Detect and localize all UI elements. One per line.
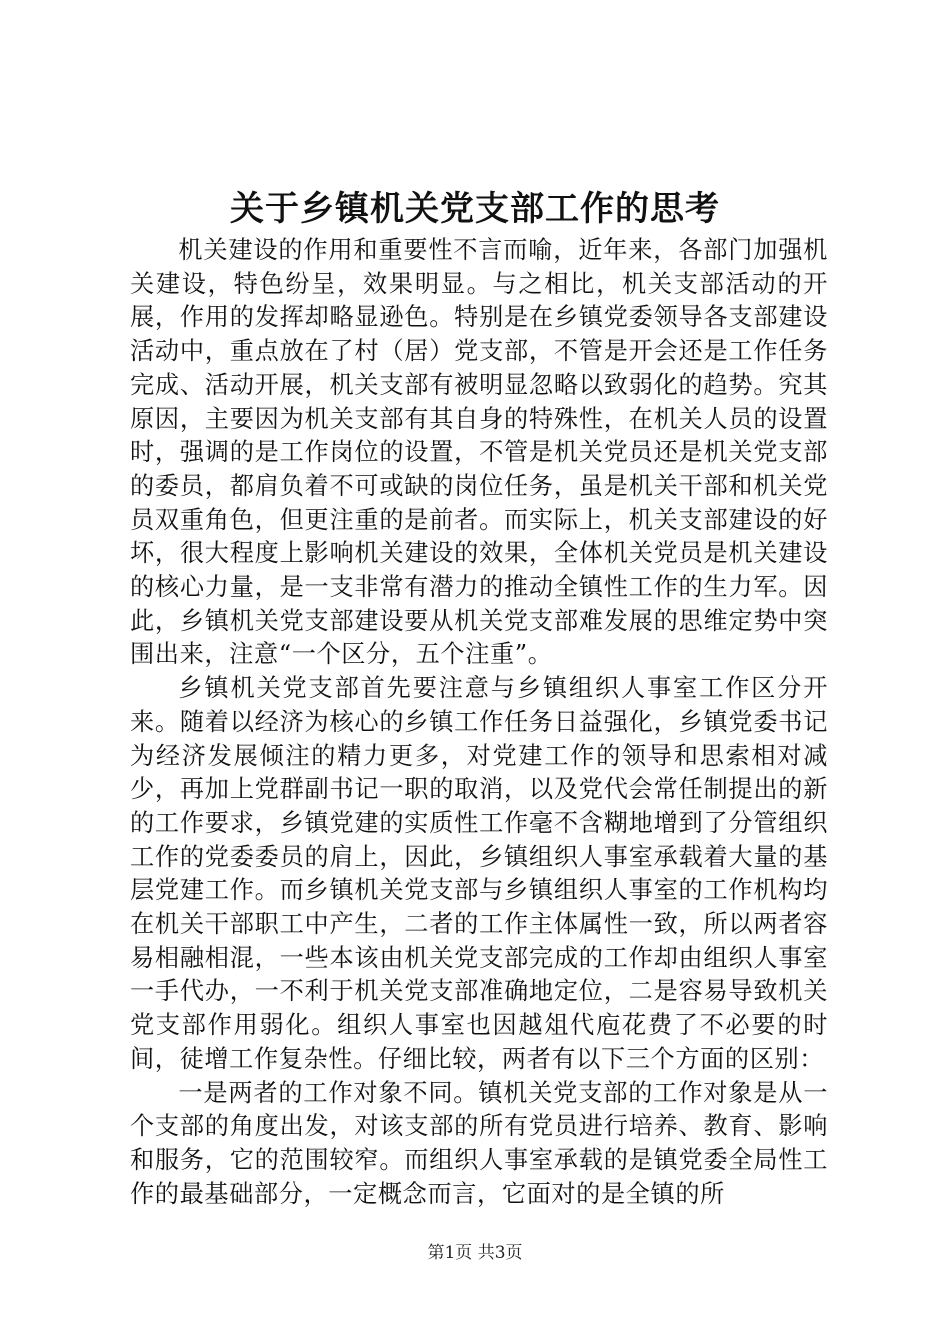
document-body bbox=[130, 234, 828, 1211]
paragraph-2: 乡镇机关党支部首先要注意与乡镇组织人事室工作区分开来。随着以经济为核心的乡镇工作任务日益强化，乡镇党委书记为经济发展倾注的精力更多，对党建工作的领导和思索相对减少，再加上党群副书记一职的取消，以及党代会常任制提出的新的工作要求，乡镇党建的实质性工作毫不含糊地增到了分管组织工作的党委委员的肩上，因此，乡镇组织人事室承载着大量的基层党建工作。而乡镇机关党支部与乡镇组织人事室的工作机构均在机关干部职工中产生，二者的工作主体属性一致，所以两者容易相融相混，一些本该由机关党支部完成的工作却由组织人事室一手代办，一不利于机关党支部准确地定位，二是容易导致机关党支部作用弱化。组织人事室也因越俎代庖花费了不必要的时间，徒增工作复杂性。仔细比较，两者有以下三个方面的区别： bbox=[130, 674, 828, 1073]
page-footer: 第1页 共3页 bbox=[427, 1243, 523, 1263]
document-title: 关于乡镇机关党支部工作的思考 bbox=[230, 189, 720, 229]
paragraph-3: 一是两者的工作对象不同。镇机关党支部的工作对象是从一个支部的角度出发，对该支部的所有党员进行培养、教育、影响和服务，它的范围较窄。而组织人事室承载的是镇党委全局性工作的最基础部分，一定概念而言，它面对的是全镇的所 bbox=[130, 1078, 828, 1208]
paragraph-1: 机关建设的作用和重要性不言而喻，近年来，各部门加强机关建设，特色纷呈，效果明显。与之相比，机关支部活动的开展，作用的发挥却略显逊色。特别是在乡镇党委领导各支部建设活动中，重点放在了村（居）党支部，不管是开会还是工作任务完成、活动开展，机关支部有被明显忽略以致弱化的趋势。究其原因，主要因为机关支部有其自身的特殊性，在机关人员的设置时，强调的是工作岗位的设置，不管是机关党员还是机关党支部的委员，都肩负着不可或缺的岗位任务，虽是机关干部和机关党员双重角色，但更注重的是前者。而实际上，机关支部建设的好坏，很大程度上影响机关建设的效果，全体机关党员是机关建设的核心力量，是一支非常有潜力的推动全镇性工作的生力军。因此，乡镇机关党支部建设要从机关党支部难发展的思维定势中突围出来，注意“一个区分，五个注重”。 bbox=[130, 236, 828, 669]
